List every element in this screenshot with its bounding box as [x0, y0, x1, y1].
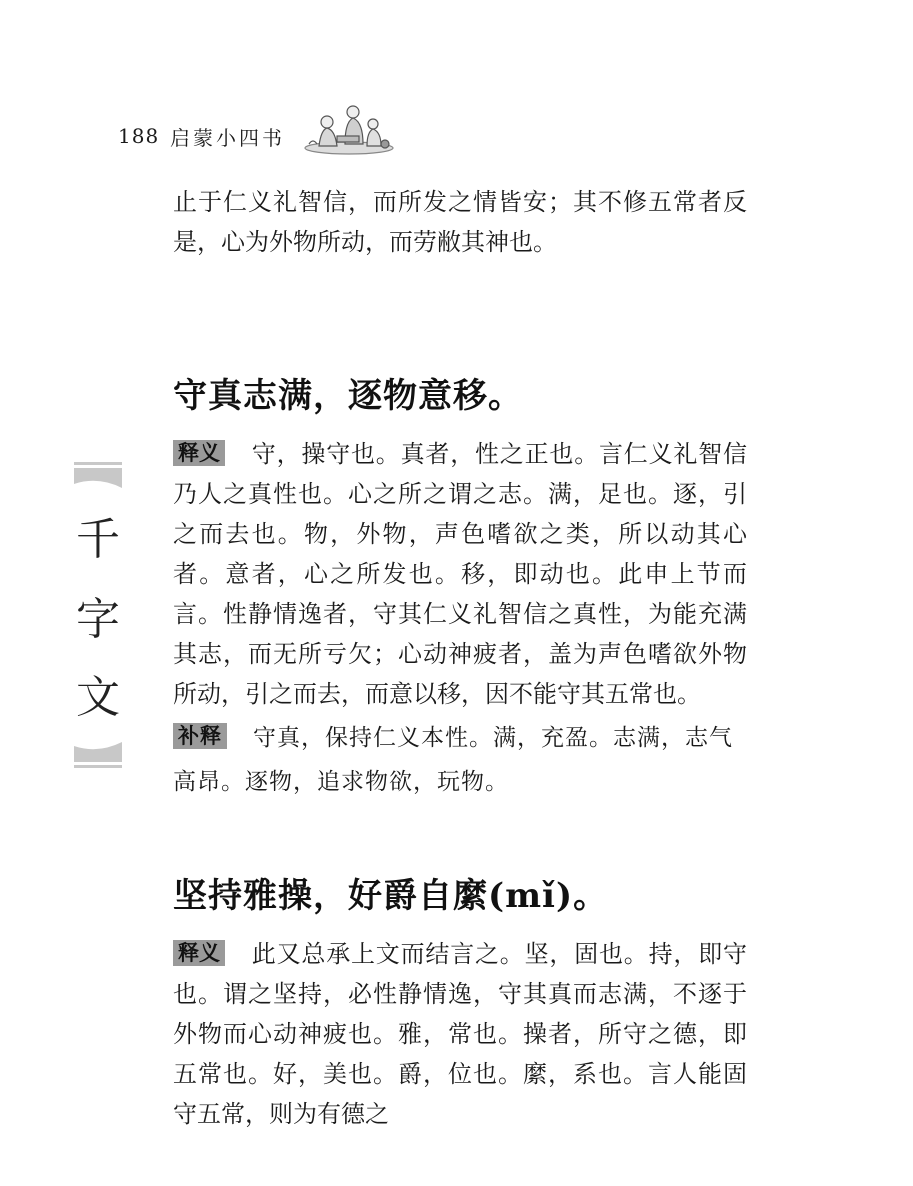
side-tab-char: 文 — [76, 672, 120, 723]
section-heading: 坚持雅操，好爵自縻(mǐ)。 — [173, 876, 609, 916]
side-tab-char: 字 — [76, 594, 120, 645]
intro-paragraph: 止于仁义礼智信，而所发之情皆安；其不修五常者反是，心为外物所动，而劳敝其神也。 — [173, 188, 747, 256]
interpretation-paragraph — [173, 934, 747, 1134]
side-tab-bottom-bar — [74, 742, 122, 768]
interpretation-paragraph — [173, 434, 747, 714]
interpretation-text: 守，操守也。真者，性之正也。言仁义礼智信乃人之真性也。心之所之谓之志。满，足也。逐，引之而去也。物，外物，声色嗜欲之类，所以动其心者。意者，心之所发也。移，即动也。此申上节而言。性静情逸者，守其仁义礼智信之真性，为能充满其志，而无所亏欠；心动神疲者，盖为声色嗜欲外物所动，引之而去，而意以移，因不能守其五常也。 — [173, 440, 747, 708]
section-heading: 守真志满，逐物意移。 — [173, 376, 523, 416]
supplement-text: 守真，保持仁义本性。满，充盈。志满，志气高昂。逐物，追求物欲，玩物。 — [173, 725, 733, 795]
interpretation-tag: 释义 — [173, 940, 225, 966]
book-title: 启蒙小四书 — [170, 126, 285, 150]
supplement-tag: 补释 — [173, 723, 227, 749]
supplement-paragraph — [173, 716, 747, 804]
interpretation-text: 此又总承上文而结言之。坚，固也。持，即守也。谓之坚持，必性静情逸，守其真而志满，不逐于外物而心动神疲也。雅，常也。操者，所守之德，即五常也。好，美也。爵，位也。縻，系也。言人能固守五常，则为有德之 — [173, 940, 747, 1128]
interpretation-tag: 释义 — [173, 440, 225, 466]
side-chapter-tab — [74, 462, 122, 768]
side-tab-top-bar — [74, 462, 122, 488]
side-tab-char: 千 — [76, 514, 120, 565]
page-content — [173, 182, 747, 1134]
page-number: 188 — [118, 124, 160, 148]
header-illustration — [301, 98, 397, 156]
